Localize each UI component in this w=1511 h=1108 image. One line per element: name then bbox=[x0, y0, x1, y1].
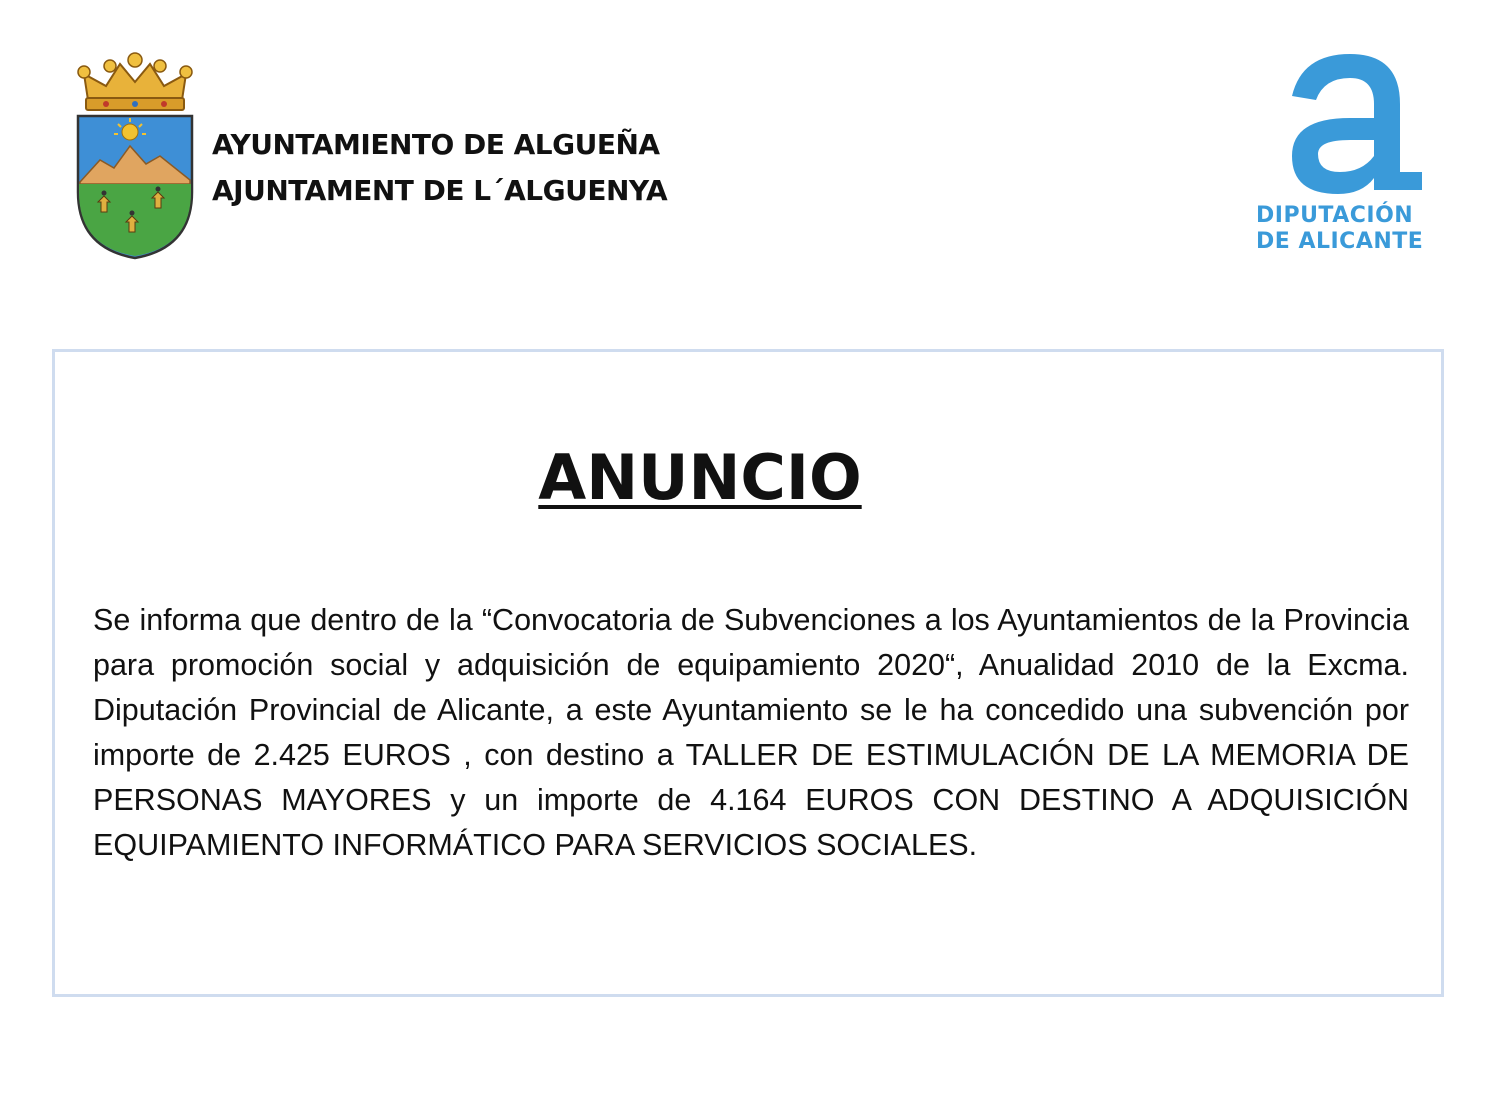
diputacion-line-1: DIPUTACIÓN bbox=[1256, 203, 1414, 228]
notice-title-text: ANUNCIO bbox=[538, 441, 862, 514]
crown-icon bbox=[78, 53, 192, 110]
diputacion-wordmark bbox=[1256, 203, 1446, 255]
municipality-names bbox=[212, 122, 667, 214]
coat-of-arms-icon bbox=[66, 52, 204, 262]
notice-body: Se informa que dentro de la “Convocatoria de Subvenciones a los Ayuntamientos de la Provincia para promoción social y adquisición de equipamiento 2020“, Anualidad 2010 de la Excma. Diputación Provincial de Alicante, a este Ayuntamiento se le ha concedido una subvención por importe de 2.425 EUROS , con destino a TALLER DE ESTIMULACIÓN DE LA MEMORIA DE PERSONAS MAYORES y un importe de 4.164 EUROS CON DESTINO A ADQUISICIÓN EQUIPAMIENTO INFORMÁTICO PARA SERVICIOS SOCIALES. bbox=[93, 603, 1409, 862]
diputacion-line-2: DE ALICANTE bbox=[1256, 229, 1424, 254]
document-header bbox=[0, 0, 1511, 300]
diputacion-a-mark-icon bbox=[1272, 48, 1422, 198]
notice-title bbox=[55, 438, 1345, 518]
town-name-spanish: AYUNTAMIENTO DE ALGUEÑA bbox=[212, 128, 660, 161]
town-name-valencian: AJUNTAMENT DE L´ALGUENYA bbox=[212, 174, 668, 207]
diputacion-logo bbox=[1256, 48, 1446, 268]
shield-icon bbox=[78, 116, 192, 258]
notice-box bbox=[52, 349, 1444, 997]
